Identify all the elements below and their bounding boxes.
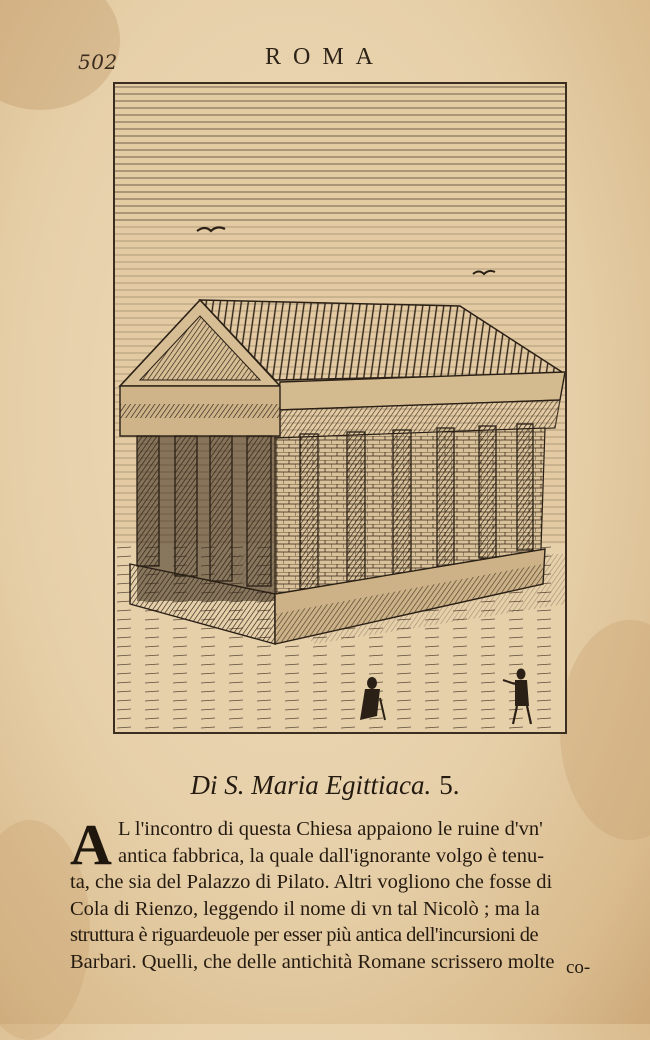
body-paragraph <box>70 812 626 975</box>
plate-caption <box>0 770 650 801</box>
text-line: antica fabbrica, la quale dall'ignorante volgo è tenu- <box>118 844 545 867</box>
engraving-plate <box>113 82 567 734</box>
drop-cap: A <box>70 812 112 877</box>
text-line: ta, che sia del Palazzo di Pilato. Altri vogliono che fosse di <box>70 871 553 893</box>
text-line: Cola di Rienzo, leggendo il nome di vn tal Nicolò ; ma la <box>70 897 540 920</box>
page-number: 502 <box>78 50 118 74</box>
running-title: ROMA <box>264 44 385 70</box>
text-line: struttura è riguardeuole per esser più antica dell'incursioni de <box>70 924 539 946</box>
catchword: co- <box>566 957 591 978</box>
text-line: L l'incontro di questa Chiesa appaiono le ruine d'vn' <box>118 818 543 840</box>
text-line: Barbari. Quelli, che delle antichità Romane scrissero molte <box>70 950 555 973</box>
caption-title: Di S. Maria Egittiaca. <box>190 770 432 800</box>
caption-number: 5. <box>439 770 460 800</box>
paper-stain <box>560 620 650 840</box>
temple-engraving <box>115 84 565 732</box>
